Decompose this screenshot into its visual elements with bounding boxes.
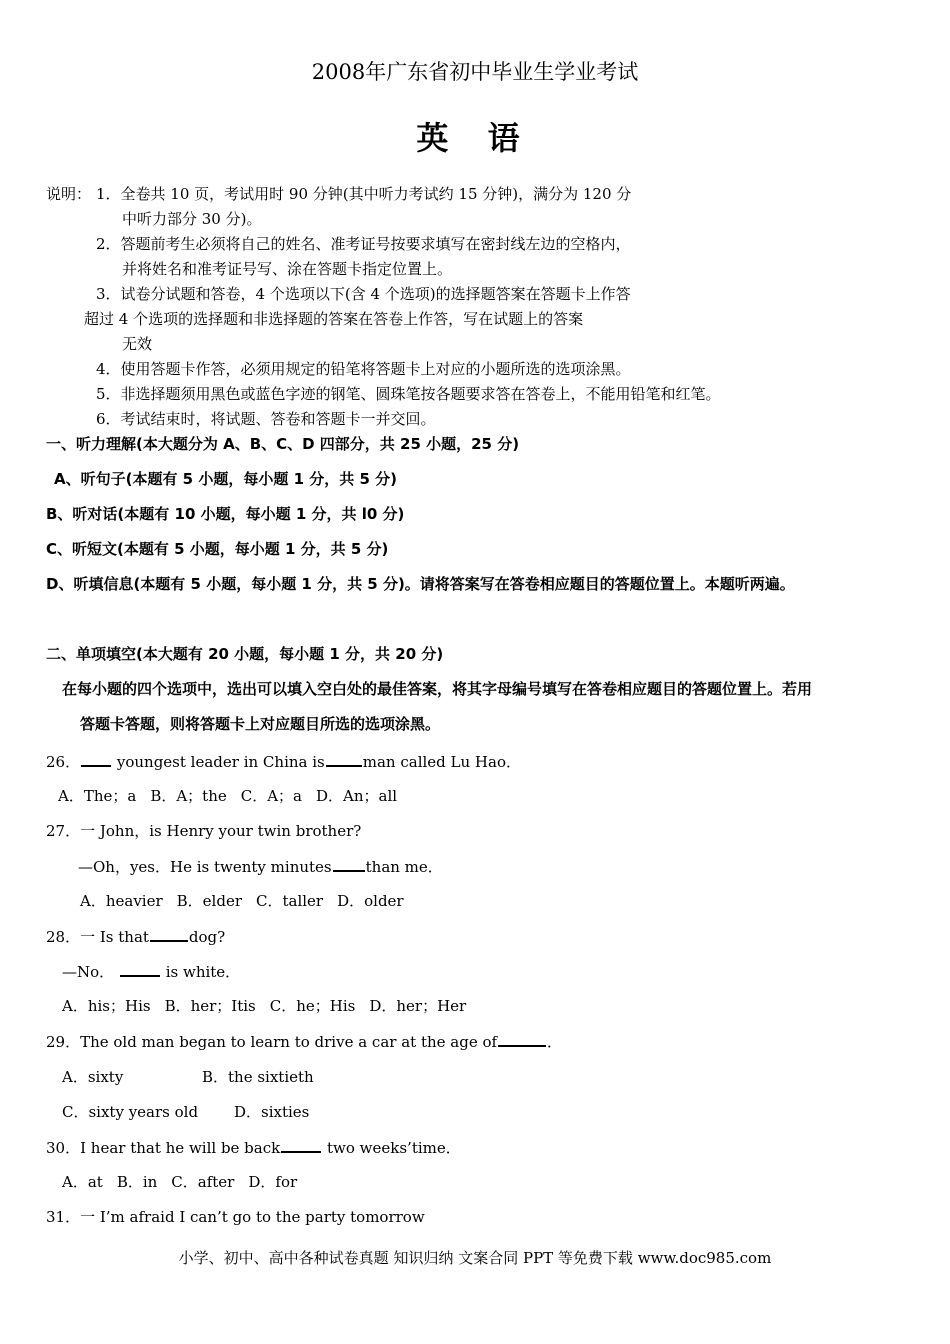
answer-blank bbox=[498, 1031, 546, 1047]
question-text: man called Lu Hao． bbox=[362, 753, 521, 771]
option: A．his；His bbox=[62, 997, 151, 1015]
part1-heading: 一、听力理解(本大题分为 A、B、C、D 四部分，共 25 小题，25 分) bbox=[46, 435, 520, 453]
question-number: 26． bbox=[46, 753, 81, 771]
subject-title: 英 语 bbox=[416, 119, 534, 157]
question-text: The old man began to learn to drive a car at the age of bbox=[80, 1033, 498, 1051]
option: D．sixties bbox=[234, 1103, 310, 1121]
option: C．sixty years old bbox=[62, 1103, 199, 1121]
option: D．her；Her bbox=[369, 997, 467, 1015]
question-number: 28． bbox=[46, 928, 81, 946]
option: D．for bbox=[248, 1173, 298, 1191]
question-26 bbox=[46, 751, 521, 772]
answer-blank bbox=[150, 926, 188, 942]
question-number: 29． bbox=[46, 1033, 81, 1051]
question-text: ． bbox=[547, 1033, 563, 1051]
question-text: —No． bbox=[62, 963, 115, 981]
question-text: I hear that he will be back bbox=[80, 1139, 281, 1157]
question-text: than me． bbox=[365, 858, 443, 876]
answer-blank bbox=[81, 751, 111, 767]
option: D．older bbox=[337, 892, 404, 910]
instructions-prefix: 说明： bbox=[46, 185, 92, 203]
answer-blank bbox=[120, 961, 160, 977]
option: A．at bbox=[62, 1173, 103, 1191]
question-29 bbox=[46, 1031, 562, 1052]
instruction-line: 无效 bbox=[122, 335, 153, 353]
question-text: —Oh，yes．He is twenty minutes bbox=[78, 858, 332, 876]
part1-section-a: A、听句子(本题有 5 小题，每小题 1 分，共 5 分) bbox=[54, 470, 397, 488]
instruction-line: 5．非选择题须用黑色或蓝色字迹的钢笔、圆珠笔按各题要求答在答卷上，不能用铅笔和红笔。 bbox=[96, 385, 721, 403]
options-30 bbox=[62, 1172, 311, 1192]
options-27 bbox=[80, 891, 418, 911]
answer-blank bbox=[281, 1137, 321, 1153]
instruction-line: 1．全卷共 10 页，考试用时 90 分钟(其中听力考试约 15 分钟)，满分为 120 分 bbox=[96, 185, 632, 203]
question-27-line2 bbox=[78, 856, 443, 877]
exam-title: 2008年广东省初中毕业生学业考试 bbox=[311, 60, 639, 84]
option: C．he；His bbox=[269, 997, 356, 1015]
instruction-line: 中听力部分 30 分)。 bbox=[122, 210, 262, 228]
question-28 bbox=[46, 926, 225, 947]
option: A．sixty bbox=[62, 1068, 124, 1086]
options-28 bbox=[62, 996, 480, 1016]
part1-section-c: C、听短文(本题有 5 小题，每小题 1 分，共 5 分) bbox=[46, 540, 389, 558]
question-31 bbox=[46, 1207, 425, 1227]
option: B．the sixtieth bbox=[202, 1068, 314, 1086]
options-26 bbox=[58, 786, 411, 806]
option: D．An；all bbox=[316, 787, 398, 805]
part1-section-d: D、听填信息(本题有 5 小题，每小题 1 分，共 5 分)。请将答案写在答卷相应题目的答题位置上。本题听两遍。 bbox=[46, 575, 795, 593]
option: B．in bbox=[116, 1173, 158, 1191]
question-number: 27． bbox=[46, 822, 81, 840]
question-30 bbox=[46, 1137, 461, 1158]
answer-blank bbox=[326, 751, 362, 767]
option: C．A；a bbox=[240, 787, 303, 805]
question-text: is white． bbox=[165, 963, 241, 981]
question-text: 一 John，is Henry your twin brother? bbox=[80, 822, 362, 840]
instruction-line: 3．试卷分试题和答卷，4 个选项以下(含 4 个选项)的选择题答案在答题卡上作答 bbox=[96, 285, 631, 303]
instruction-line: 4．使用答题卡作答，必须用规定的铅笔将答题卡上对应的小题所选的选项涂黑。 bbox=[96, 360, 631, 378]
part2-instruction: 答题卡答题，则将答题卡上对应题目所选的选项涂黑。 bbox=[80, 715, 441, 733]
option: B．elder bbox=[176, 892, 242, 910]
options-29-row1 bbox=[62, 1067, 314, 1087]
option: B．her；Itis bbox=[164, 997, 256, 1015]
question-number: 30． bbox=[46, 1139, 81, 1157]
question-text: dog? bbox=[188, 928, 226, 946]
answer-blank bbox=[333, 856, 365, 872]
option: C．taller bbox=[256, 892, 324, 910]
question-text: two weeks’time． bbox=[327, 1139, 461, 1157]
option: A．heavier bbox=[80, 892, 163, 910]
instruction-line: 6．考试结束时，将试题、答卷和答题卡一并交回。 bbox=[96, 410, 436, 428]
question-text: 一 Is that bbox=[80, 928, 149, 946]
instruction-line: 超过 4 个选项的选择题和非选择题的答案在答卷上作答，写在试题上的答案 bbox=[84, 310, 584, 328]
part1-section-b: B、听对话(本题有 10 小题，每小题 1 分，共 l0 分) bbox=[46, 505, 405, 523]
instruction-line: 2．答题前考生必须将自己的姓名、准考证号按要求填写在密封线左边的空格内， bbox=[96, 235, 631, 253]
question-text: youngest leader in China is bbox=[116, 753, 325, 771]
part2-heading: 二、单项填空(本大题有 20 小题，每小题 1 分，共 20 分) bbox=[46, 645, 444, 663]
instruction-line: 并将姓名和准考证号写、涂在答题卡指定位置上。 bbox=[122, 260, 453, 278]
footer-text: 小学、初中、高中各种试卷真题 知识归纳 文案合同 PPT 等免费下载 www.doc985.com bbox=[178, 1249, 772, 1267]
question-number: 31． bbox=[46, 1208, 81, 1226]
option: B．A；the bbox=[150, 787, 227, 805]
part2-instruction: 在每小题的四个选项中，选出可以填入空白处的最佳答案，将其字母编号填写在答卷相应题目的答题位置上。若用 bbox=[62, 680, 813, 698]
option: A．The；a bbox=[58, 787, 137, 805]
option: C．after bbox=[171, 1173, 235, 1191]
question-27 bbox=[46, 821, 361, 841]
question-text: 一 I’m afraid I can’t go to the party tomorrow bbox=[80, 1208, 425, 1226]
options-29-row2 bbox=[62, 1102, 310, 1122]
question-28-line2 bbox=[62, 961, 240, 982]
